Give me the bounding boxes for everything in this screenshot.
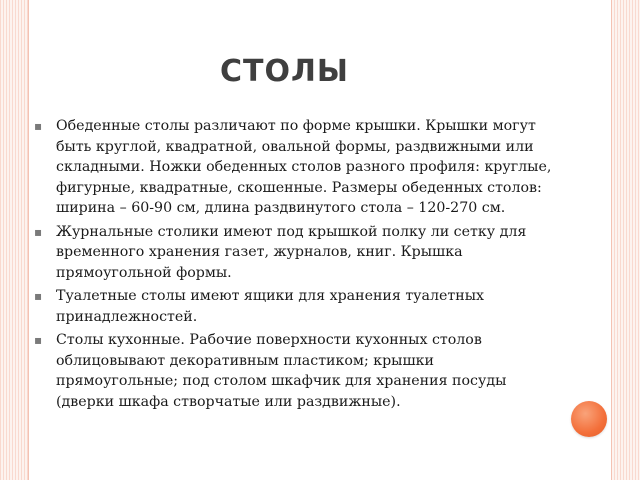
bullet-item-coffee-tables	[34, 222, 554, 284]
bullet-icon: ▪	[34, 119, 43, 133]
bullet-icon: ▪	[34, 333, 43, 347]
bullet-list	[34, 116, 554, 415]
bullet-icon: ▪	[34, 224, 43, 239]
left-decorative-stripes	[0, 0, 29, 480]
bullet-item-dressing-tables	[34, 286, 554, 327]
right-decorative-stripes	[611, 0, 640, 480]
slide-title: СТОЛЫ	[220, 54, 349, 89]
bullet-icon: ▪	[34, 289, 43, 303]
bullet-item-kitchen-tables	[34, 330, 554, 412]
bullet-item-dining-tables	[34, 116, 554, 219]
bullet-text: Обеденные столы различают по форме крышки. Крышки могут быть круглой, квадратной, овальной формы, раздвижными или складными. Ножки обеденных столов разного профиля: круглые, фигурные, квадратные, скошенные. Размеры обеденных столов: ширина – 60-90 см, длина раздвинутого стола – 120-270 см.	[56, 118, 552, 216]
bullet-text: Туалетные столы имеют ящики для хранения туалетных принадлежностей.	[56, 288, 484, 325]
bullet-text: Журнальные столики имеют под крышкой полку ли сетку для временного хранения газет, журналов, книг. Крышка прямоугольной формы.	[56, 223, 527, 281]
bullet-text: Столы кухонные. Рабочие поверхности кухонных столов облицовывают декоративным пластиком; крышки прямоугольные; под столом шкафчик для хранения посуды (дверки шкафа створчатые или раздвижные).	[56, 332, 507, 410]
orange-circle-decoration	[571, 401, 607, 437]
